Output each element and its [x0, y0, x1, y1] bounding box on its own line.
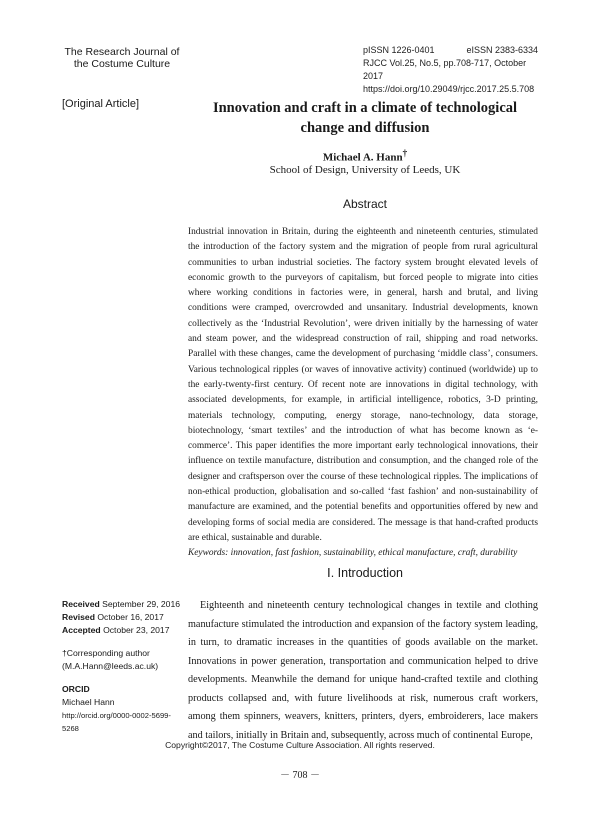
accepted-date: October 23, 2017	[103, 625, 170, 635]
dates-group	[62, 598, 182, 637]
received-date: September 29, 2016	[102, 599, 181, 609]
paper-title: Innovation and craft in a climate of technological change and diffusion	[212, 100, 518, 136]
article-type: [Original Article]	[62, 98, 140, 110]
revised-row	[62, 611, 182, 624]
abstract-heading: Abstract	[342, 197, 387, 211]
affiliation: School of Design, University of Leeds, UK	[269, 164, 461, 176]
issn-row	[363, 44, 538, 57]
revised-label: Revised	[62, 612, 95, 622]
accepted-label: Accepted	[62, 625, 101, 635]
volume-info: RJCC Vol.25, No.5, pp.708-717, October 2017	[363, 58, 527, 81]
pissn: pISSN 1226-0401	[363, 45, 435, 55]
accepted-row	[62, 624, 182, 637]
keywords: Keywords: innovation, fast fashion, sustainability, ethical manufacture, craft, durability	[188, 548, 518, 559]
doi-link[interactable]: https://doi.org/10.29049/rjcc.2017.25.5.708	[363, 84, 535, 94]
introduction-heading: Ⅰ. Introduction	[327, 566, 403, 580]
received-row	[62, 598, 182, 611]
copyright-notice: Copyright©2017, The Costume Culture Association. All rights reserved.	[165, 740, 435, 750]
introduction-body	[188, 597, 538, 745]
journal-meta	[363, 44, 538, 96]
orcid-name: Michael Hann	[62, 697, 115, 707]
page-number: － 708 －	[280, 770, 320, 781]
corresponding-email[interactable]: (M.A.Hann@leeds.ac.uk)	[62, 661, 159, 671]
orcid-url[interactable]: http://orcid.org/0000-0002-5699-5268	[62, 711, 171, 733]
author-name: Michael A. Hann	[322, 151, 403, 164]
abstract	[188, 225, 538, 562]
received-label: Received	[62, 599, 100, 609]
abstract-text: Industrial innovation in Britain, during the eighteenth and nineteenth centuries, stimulated the introduction of the factory system and the migration of people from rural agricultural communities to urban industrial societies. The factory system brought elevated levels of economic growth to the purveyors of capitalism, but forced people to migrate into cities where working conditions in factories were, in general, harsh and brutal, and living conditions were cramped, overcrowded and unsanitary. Industrial developments, known collectively as the ‘Industrial Revolution’, were driven initially by the harnessing of water and steam power, and the widespread construction of rail, shipping and road networks. Parallel with these changes, came the development of purchasing ‘middle class’, consumers. Various technological ripples (or waves of innovative activity) continued (worldwide) up to the early-twenty-first century. Of recent note are innovations in digital technology, with associated developments, for example, in artificial intelligence, robotics, 3-D printing, materials technology, computing, energy storage, nano-technology, data storage, biotechnology, ‘smart textiles’ and the introduction of what has become known as ‘e-commerce’. This paper identifies the more important early technological innovations, their influence on textile manufacture, distribution and consumption, and the changed role of the designer and craftsperson over the course of these technological ripples. The implications of non-ethical production, globalisation and so-called ‘fast fashion’ and non-sustainability of manufacture are examined, and the potential benefits and opportunities offered by new and developing forms of social media are considered. The message is that hand-crafted products are ethical, sustainable and durable.	[188, 227, 538, 543]
eissn: eISSN 2383-6334	[466, 45, 538, 55]
article-sidebar	[62, 598, 182, 745]
orcid-group	[62, 683, 182, 735]
journal-name	[62, 46, 182, 70]
introduction-text: Eighteenth and nineteenth century technological changes in textile and clothing manufacture stimulated the introduction and expansion of the factory system leading, in turn, to dramatic increases in the quantities of goods available on the market. Innovations in power generation, transportation and communication helped to drive developments. Meanwhile the demand for unique hand-crafted textile and clothing products collapsed and, with future livelihoods at risk, numerous craft workers, among them spinners, weavers, knitters, printers, dyers, embroiderers, lace makers and tailors, initially in Britain and, subsequently, across much of continental Europe,	[188, 600, 538, 741]
revised-date: October 16, 2017	[97, 612, 164, 622]
author-mark: †	[402, 148, 408, 158]
corresponding-label: †Corresponding author	[62, 648, 150, 658]
orcid-label: ORCID	[62, 684, 90, 694]
corresponding-group	[62, 647, 182, 673]
journal-name-line2: the Costume Culture	[73, 58, 171, 70]
journal-name-line1: The Research Journal of	[64, 46, 180, 58]
author-line	[190, 148, 540, 164]
